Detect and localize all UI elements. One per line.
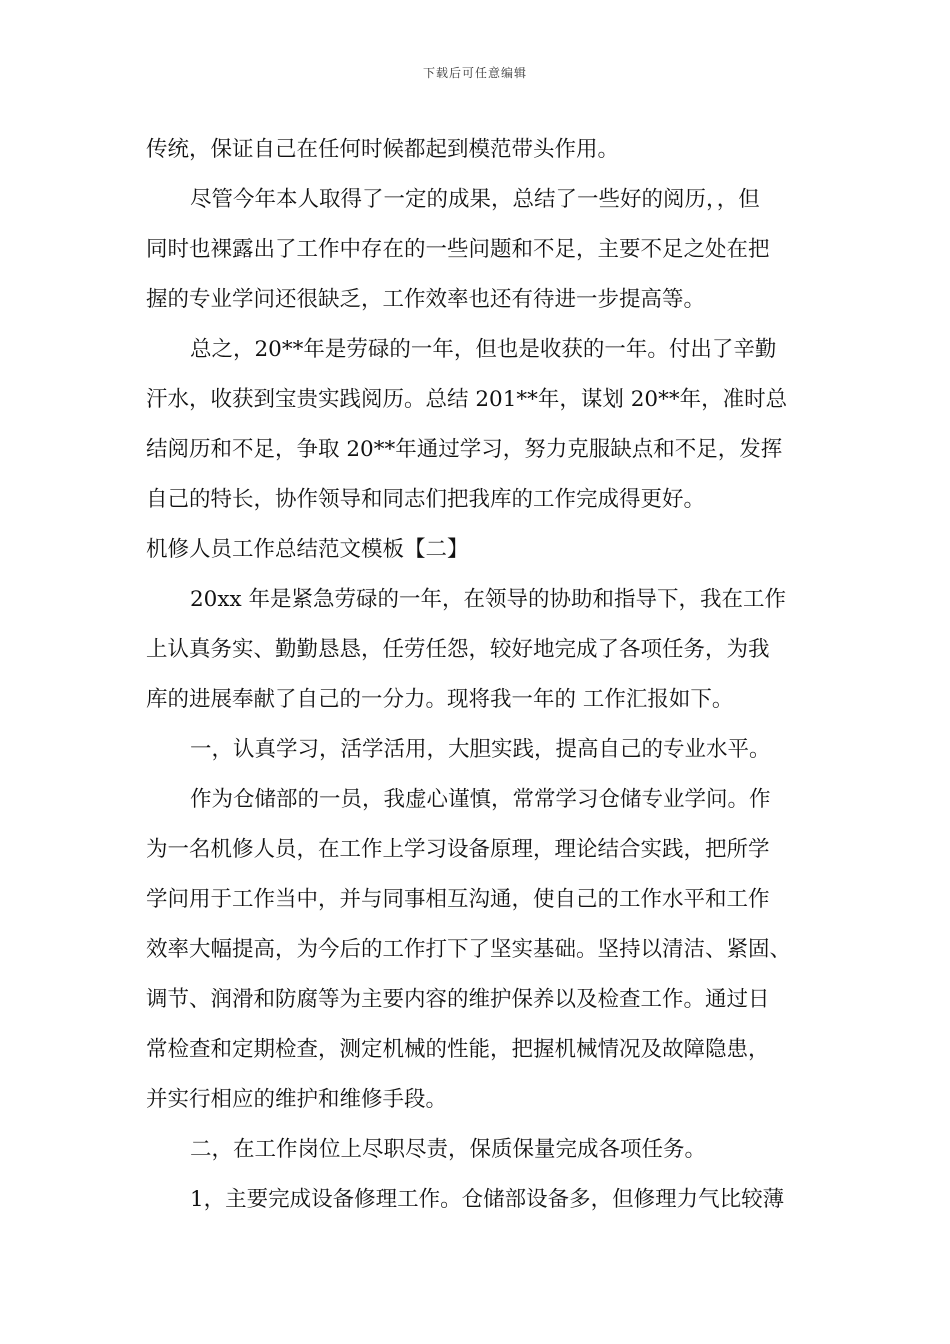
text-line: 调节、润滑和防腐等为主要内容的维护保养以及检查工作。通过日 bbox=[146, 987, 770, 1012]
document-body bbox=[146, 125, 826, 1225]
text-line: 结阅历和不足，争取 20**年通过学习，努力克服缺点和不足，发挥 bbox=[146, 437, 783, 462]
text-line: 20xx 年是紧急劳碌的一年，在领导的协助和指导下，我在工作 bbox=[190, 587, 786, 612]
text-line: 尽管今年本人取得了一定的成果，总结了一些好的阅历，，但 bbox=[190, 187, 760, 212]
section-heading: 机修人员工作总结范文模板【二】 bbox=[146, 537, 469, 562]
text-line: 学问用于工作当中，并与同事相互沟通，使自己的工作水平和工作 bbox=[146, 887, 770, 912]
text-line: 传统，保证自己在任何时候都起到模范带头作用。 bbox=[146, 137, 620, 162]
text-line: 二，在工作岗位上尽职尽责，保质保量完成各项任务。 bbox=[190, 1137, 707, 1162]
text-line: 常检查和定期检查，测定机械的性能，把握机械情况及故障隐患， bbox=[146, 1037, 770, 1062]
text-line: 为一名机修人员，在工作上学习设备原理，理论结合实践，把所学 bbox=[146, 837, 770, 862]
text-line: 自己的特长，协作领导和同志们把我库的工作完成得更好。 bbox=[146, 487, 706, 512]
text-line: 一，认真学习，活学活用，大胆实践，提高自己的专业水平。 bbox=[190, 737, 771, 762]
text-line: 作为仓储部的一员，我虚心谨慎，常常学习仓储专业学问。作 bbox=[190, 787, 771, 812]
text-line: 汗水，收获到宝贵实践阅历。总结 201**年，谋划 20**年，准时总 bbox=[146, 387, 788, 412]
text-line: 同时也裸露出了工作中存在的一些问题和不足，主要不足之处在把 bbox=[146, 237, 770, 262]
text-line: 效率大幅提高，为今后的工作打下了坚实基础。坚持以清洁、紧固、 bbox=[146, 937, 792, 962]
text-line: 并实行相应的维护和维修手段。 bbox=[146, 1087, 448, 1112]
text-line: 总之，20**年是劳碌的一年，但也是收获的一年。付出了辛勤 bbox=[190, 337, 777, 362]
text-line: 握的专业学问还很缺乏，工作效率也还有待进一步提高等。 bbox=[146, 287, 706, 312]
text-line: 上认真务实、勤勤恳恳，任劳任怨，较好地完成了各项任务，为我 bbox=[146, 637, 770, 662]
page-header: 下载后可任意编辑 bbox=[422, 66, 527, 80]
text-line: 1，主要完成设备修理工作。仓储部设备多，但修理力气比较薄 bbox=[190, 1187, 785, 1212]
text-line: 库的进展奉献了自己的一分力。现将我一年的 工作汇报如下。 bbox=[146, 687, 734, 712]
